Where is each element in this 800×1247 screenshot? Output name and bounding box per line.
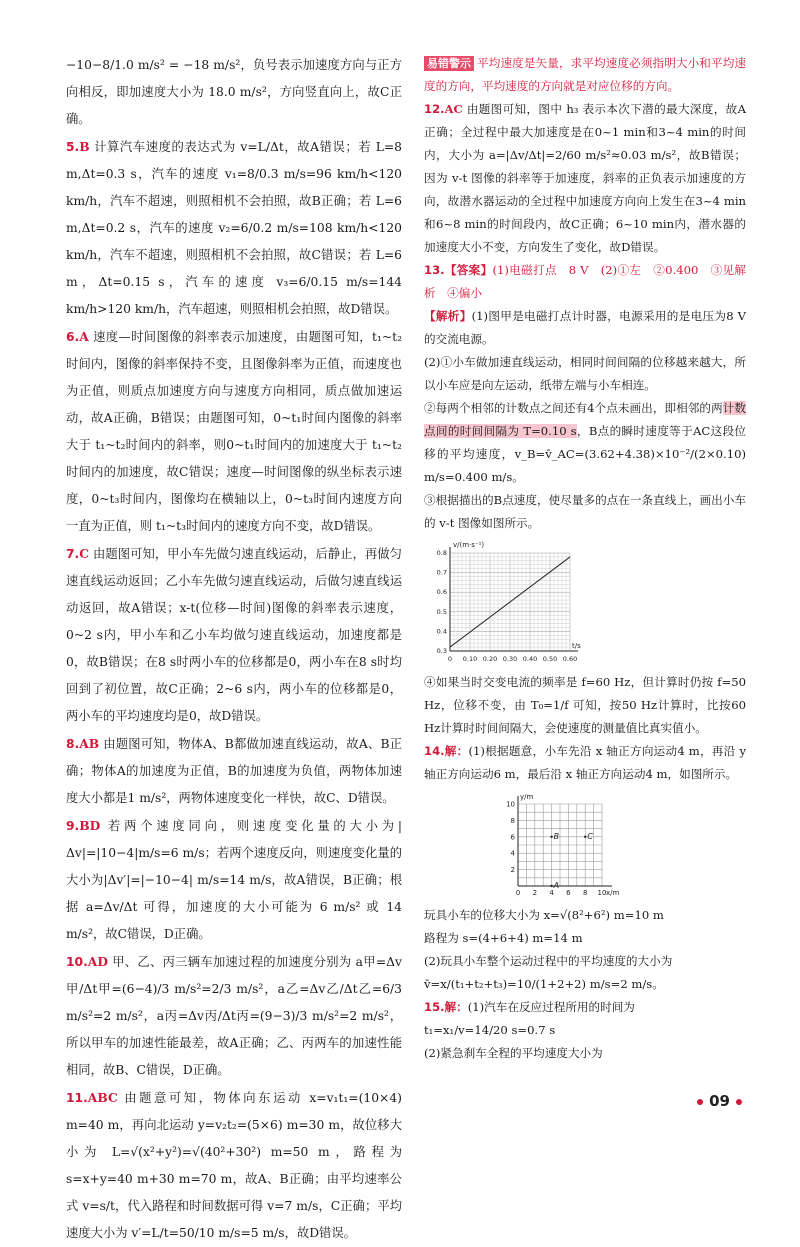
- x-axis-label: x/m: [606, 889, 620, 897]
- y-tick-label: 8: [510, 816, 515, 825]
- answer-item-8: 8.AB 由题图可知，物体A、B都做加速直线运动，故A、B正确；物体A的加速度为正值，B的加速度为负值，两物体加速度大小都是1 m/s²，两物体速度变化一样快，故C、D错误。: [66, 736, 402, 805]
- y-tick-label: 0.8: [436, 549, 447, 557]
- y-tick-label: 10: [506, 800, 515, 809]
- answer-item-15: 15.解：(1)汽车在反应过程所用的时间为: [424, 1000, 635, 1014]
- y-tick-label: 6: [510, 833, 515, 842]
- y-tick-label: 2: [510, 866, 515, 875]
- answer-item-cont: −10−8/1.0 m/s² = −18 m/s²，负号表示加速度方向与正方向相反，即加速度大小为 18.0 m/s²，方向竖直向上，故C正确。: [66, 58, 402, 126]
- x-tick-label: 2: [532, 889, 538, 897]
- warning-note: 易错警示 平均速度是矢量，求平均速度必须指明大小和平均速度的方向，平均速度的方向就是对应位移的方向。: [424, 56, 746, 93]
- x-tick-label: 0.60: [562, 655, 578, 663]
- xy-chart: [494, 790, 654, 902]
- warning-tag: 易错警示: [424, 56, 474, 71]
- x-tick-label: 0: [447, 655, 453, 663]
- left-column: [66, 52, 402, 1247]
- q14-line-2: 玩具小车的位移大小为 x=√(8²+6²) m=10 m: [424, 908, 664, 922]
- x-tick-label: 0: [515, 889, 521, 897]
- q15-line-2: t₁=x₁/v=14/20 s=0.7 s: [424, 1023, 556, 1037]
- highlight: 计数点间的时间间隔为 T=0.10 s: [424, 401, 746, 438]
- x-tick-label: 8: [582, 889, 588, 897]
- right-column: [424, 52, 746, 1065]
- point-a: [550, 885, 552, 887]
- answer-item-9: 9.BD 若两个速度同向，则速度变化量的大小为|Δv|=|10−4|m/s=6 m/s；若两个速度反向，则速度变化量的大小为|Δv′|=|−10−4| m/s=14 m/s，故A错误，B正确；根据 a=Δv/Δt 可得，加速度的大小可能为 6 m/s² 或 14 m/s²，故C错误，D正确。: [66, 818, 402, 941]
- q14-line-4: (2)玩具小车整个运动过程中的平均速度的大小为: [424, 954, 673, 968]
- point-b: [550, 836, 552, 838]
- answer-item-12: 12.AC 由题图可知，图中 h₃ 表示本次下潜的最大深度，故A正确；全过程中最大加速度是在0~1 min和3~4 min的时间内，大小为 a=|Δv/Δt|=2/60 m/s²≈0.03 m/s²，故B错误；因为 v-t 图像的斜率等于加速度，斜率的正负表示加速度的方向，故潜水器运动的全过程中加速度方向向上发生在3~4 min和6~8 min的时间段内，故C正确；6~10 min内，潜水器的加速度大小不变，方向发生了变化，故D错误。: [424, 102, 746, 254]
- y-tick-label: 0.5: [436, 607, 447, 616]
- dot-icon: [736, 1099, 742, 1105]
- answer-item-5: 5.B 计算汽车速度的表达式为 v=L/Δt，故A错误；若 L=8 m,Δt=0.3 s，汽车的速度 v₁=8/0.3 m/s=96 km/h<120 km/h，汽车不超速，则照相机不会拍照，故B正确；若 L=6 m,Δt=0.2 s，汽车的速度 v₂=6/0.2 m/s=108 km/h<120 km/h，汽车不超速，则照相机不会拍照，故C错误；若 L=6 m，Δt=0.15 s，汽车的速度 v₃=6/0.15 m/s=144 km/h>120 km/h，汽车超速，则照相机会拍照，故D错误。: [66, 139, 403, 316]
- x-tick-label: 0.40: [522, 655, 538, 663]
- analysis-3: ②每两个相邻的计数点之间还有4个点未画出，即相邻的两计数点间的时间间隔为 T=0.10 s，B点的瞬时速度等于AC这段位移的平均速度，v_B=v̄_AC=(3.62+4.38)×10⁻²/(2×0.10) m/s=0.400 m/s。: [424, 401, 746, 484]
- analysis-2: (2)①小车做加速直线运动，相同时间间隔的位移越来越大，所以小车应是向左运动，纸带左端与小车相连。: [424, 355, 746, 392]
- analysis-4: ③根据描出的B点速度，使尽量多的点在一条直线上，画出小车的 v-t 图像如图所示。: [424, 493, 746, 530]
- q14-line-3: 路程为 s=(4+6+4) m=14 m: [424, 931, 583, 945]
- answer-item-14: 14.解：(1)根据题意，小车先沿 x 轴正方向运动4 m，再沿 y 轴正方向运动6 m，最后沿 x 轴正方向运动4 m，如图所示。: [424, 744, 746, 781]
- point-c: [584, 836, 586, 838]
- q15-line-3: (2)紧急刹车全程的平均速度大小为: [424, 1046, 603, 1060]
- x-tick-label: 0.10: [462, 655, 478, 663]
- point-label: C: [587, 831, 593, 841]
- y-tick-label: 4: [510, 849, 515, 858]
- x-axis-label: t/s: [572, 642, 581, 650]
- vt-chart: [424, 539, 584, 669]
- answer-item-6: 6.A 速度—时间图像的斜率表示加速度，由题图可知，t₁~t₂时间内，图像的斜率保持不变，且图像斜率为正值，而速度也为正值，则质点加速度方向与速度方向相同，质点做加速运动，故A正确，B错误；由题图可知，0~t₁时间内图像的斜率大于 t₁~t₂时间内的斜率，则0~t₁时间内的加速度大于 t₁~t₂时间内的加速度，故C错误；速度—时间图像的纵坐标表示速度，0~t₃时间内，图像均在横轴以上，0~t₃时间内速度方向一直为正值，则 t₁~t₃时间内的速度方向不变，故D错误。: [66, 329, 402, 533]
- answer-item-13: 13.【答案】(1)电磁打点 8 V (2)①左 ②0.400 ③见解析 ④偏小: [424, 263, 746, 300]
- page-number: 09: [691, 1092, 748, 1110]
- y-tick-label: 0.4: [436, 627, 447, 636]
- answer-item-7: 7.C 由题图可知，甲小车先做匀速直线运动，后静止，再做匀速直线运动返回；乙小车先做匀速直线运动，后做匀速直线运动返回，故A错误；x-t(位移—时间)图像的斜率表示速度，0~2 s内，甲小车和乙小车均做匀速直线运动，加速度都是0，故B错误；在8 s时两小车的位移都是0，两小车在8 s时均回到了初位置，故C正确；2~6 s内，两小车的位移都是0，两小车的平均速度均是0，故D错误。: [66, 546, 402, 723]
- q14-line-5: v̄=x/(t₁+t₂+t₃)=10/(1+2+2) m/s=2 m/s。: [424, 977, 664, 991]
- answer-item-11: 11.ABC 由题意可知，物体向东运动 x=v₁t₁=(10×4) m=40 m，再向北运动 y=v₂t₂=(5×6) m=30 m，故位移大小为 L=√(x²+y²)=√(40²+30²) m=50 m，路程为 s=x+y=40 m+30 m=70 m，故A、B正确；由平均速率公式 v=s/t，代入路程和时间数据可得 v=7 m/s，C正确；平均速度大小为 v′=L/t=50/10 m/s=5 m/s，故D错误。: [66, 1090, 402, 1240]
- x-tick-label: 0.20: [482, 655, 498, 663]
- x-tick-label: 4: [549, 889, 554, 897]
- x-tick-label: 10: [597, 889, 607, 897]
- point-label: A: [553, 881, 560, 890]
- y-tick-label: 0.6: [436, 588, 447, 597]
- point-label: B: [553, 831, 560, 841]
- analysis-5: ④如果当时交变电流的频率是 f=60 Hz，但计算时仍按 f=50 Hz，位移不变，由 T₀=1/f 可知，按50 Hz计算时，比按60 Hz计算时时间间隔大，会使速度的测量值比真实值小。: [424, 675, 746, 735]
- y-axis-label: v/(m·s⁻¹): [453, 541, 485, 549]
- x-tick-label: 0.30: [502, 655, 518, 663]
- dot-icon: [697, 1099, 703, 1105]
- y-tick-label: 0.3: [436, 647, 447, 655]
- y-tick-label: 0.7: [436, 568, 447, 577]
- x-tick-label: 0.50: [542, 655, 558, 663]
- y-axis-label: y/m: [520, 793, 534, 801]
- x-tick-label: 6: [566, 889, 571, 897]
- analysis-1: 【解析】(1)图甲是电磁打点计时器，电源采用的是电压为8 V的交流电源。: [424, 309, 746, 346]
- answer-item-10: 10.AD 甲、乙、丙三辆车加速过程的加速度分别为 a甲=Δv甲/Δt甲=(6−4)/3 m/s²=2/3 m/s²，a乙=Δv乙/Δt乙=6/3 m/s²=2 m/s²，a丙=Δv丙/Δt丙=(9−3)/3 m/s²=2 m/s²，所以甲车的加速性能最差，故A正确；乙、丙两车的加速性能相同，故B、C错误，D正确。: [66, 954, 402, 1077]
